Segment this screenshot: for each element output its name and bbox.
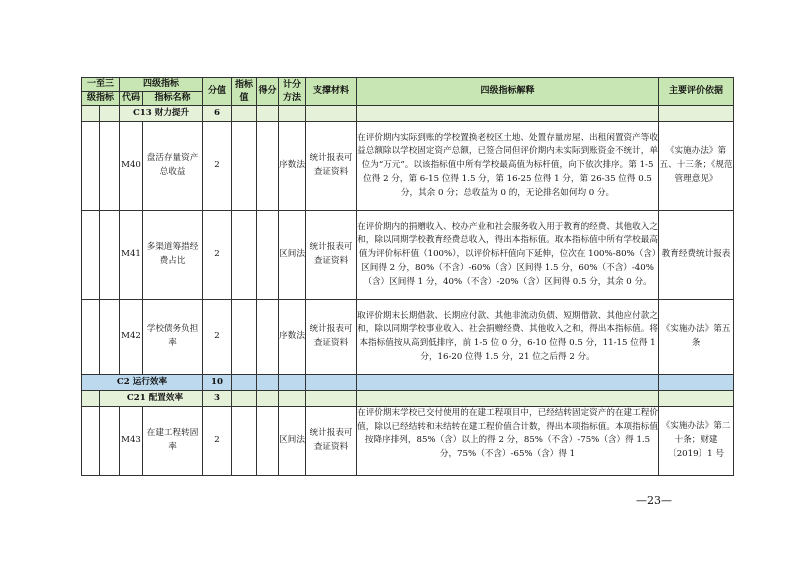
row-basis: 《实施办法》第二十条；财建〔2019〕1 号	[659, 407, 734, 476]
table-row	[82, 211, 734, 300]
row-score: 2	[203, 211, 232, 300]
header-row-1	[82, 78, 734, 92]
section-c21-score: 3	[203, 391, 232, 407]
header-score: 得分	[257, 78, 279, 106]
header-c-level1: 一至三	[82, 78, 120, 92]
section-c13-score: 6	[203, 106, 232, 122]
section-c13-label: C13 财力提升	[120, 106, 203, 122]
indicator-table	[81, 77, 734, 476]
row-name: 学校债务负担率	[143, 300, 203, 375]
section-row-c21	[82, 391, 734, 407]
row-material: 统计报表可查证资料	[306, 407, 357, 476]
row-score: 2	[203, 122, 232, 211]
row-method: 区间法	[279, 211, 306, 300]
header-explanation: 四级指标解释	[357, 78, 659, 106]
header-material: 支撑材料	[306, 78, 357, 106]
row-material: 统计报表可查证资料	[306, 211, 357, 300]
row-explanation: 取评价期末长期借款、长期应付款、其他非流动负债、短期借款、其他应付款之和，除以同期学校事业收入、社会捐赠经费、其他收入之和，得出本指标值。将本指标值按从高到低排序，前 1-5 位 0 分，6-10 位得 0.5 分，11-15 位得 1 分，16-20 位得 1.5 分，21 位之后得 2 分。	[357, 300, 659, 375]
header-c-level2: 级指标	[82, 92, 120, 106]
section-c2-label: C2 运行效率	[82, 375, 203, 391]
table-row	[82, 407, 734, 476]
table-row	[82, 300, 734, 375]
row-code: M42	[120, 300, 143, 375]
header-basis: 主要评价依据	[659, 78, 734, 106]
section-row-c13	[82, 106, 734, 122]
row-method: 序数法	[279, 300, 306, 375]
row-score: 2	[203, 407, 232, 476]
row-explanation: 在评价期末学校已交付使用的在建工程项目中，已经结转固定资产的在建工程价值，除以已经结转和未结转在建工程价值合计数，得出本项指标值。本项指标值按降序排列，85%（含）以上的得 2 分，85%（不含）-75%（含）得 1.5 分，75%（不含）-65%（含）得 1	[357, 407, 659, 476]
row-material: 统计报表可查证资料	[306, 300, 357, 375]
row-code: M40	[120, 122, 143, 211]
row-score: 2	[203, 300, 232, 375]
section-row-c2	[82, 375, 734, 391]
row-name: 在建工程转固率	[143, 407, 203, 476]
row-basis: 《实施办法》第五、十三条；《规范管理意见》	[659, 122, 734, 211]
row-method: 区间法	[279, 407, 306, 476]
section-c21-label: C21 配置效率	[100, 391, 203, 407]
row-name: 盘活存量资产总收益	[143, 122, 203, 211]
row-code: M41	[120, 211, 143, 300]
header-code: 代码	[120, 92, 143, 106]
header-level4-group: 四级指标	[120, 78, 203, 92]
header-method: 计分方法	[279, 78, 306, 106]
row-explanation: 在评价期内实际到账的学校置换老校区土地、处置存量房屋、出租闲置资产等收益总额除以学校固定资产总额，已签合同但评价期内未实际到账资金不统计，单位为“万元”。以该指标值中所有学校最高值为标杆值，向下依次排序。第 1-5 位得 2 分，第 6-15 位得 1.5 分，第 16-25 位得 1 分，第 26-35 位得 0.5 分，其余 0 分；总收益为 0 的，无论排名如何均 0 分。	[357, 122, 659, 211]
row-basis: 教育经费统计报表	[659, 211, 734, 300]
header-name: 指标名称	[143, 92, 203, 106]
row-name: 多渠道筹措经费占比	[143, 211, 203, 300]
row-explanation: 在评价期内的捐赠收入、校办产业和社会服务收入用于教育的经费、其他收入之和，除以同期学校教育经费总收入，得出本指标值。取本指标值中所有学校最高值为评价标杆值（100%），以评价标杆值向下延伸，位次在 100%-80%（含）区间得 2 分，80%（不含）-60%（含）区间得 1.5 分，60%（不含）-40%（含）区间得 1 分，40%（不含）-20%（含）区间得 0.5 分，其余 0 分。	[357, 211, 659, 300]
row-material: 统计报表可查证资料	[306, 122, 357, 211]
row-basis: 《实施办法》第五条	[659, 300, 734, 375]
header-indicator-value: 指标值	[232, 78, 257, 106]
header-score-value: 分值	[203, 78, 232, 106]
page-number: —23—	[636, 494, 672, 507]
section-c2-score: 10	[203, 375, 232, 391]
row-method: 序数法	[279, 122, 306, 211]
table-row	[82, 122, 734, 211]
row-code: M43	[120, 407, 143, 476]
